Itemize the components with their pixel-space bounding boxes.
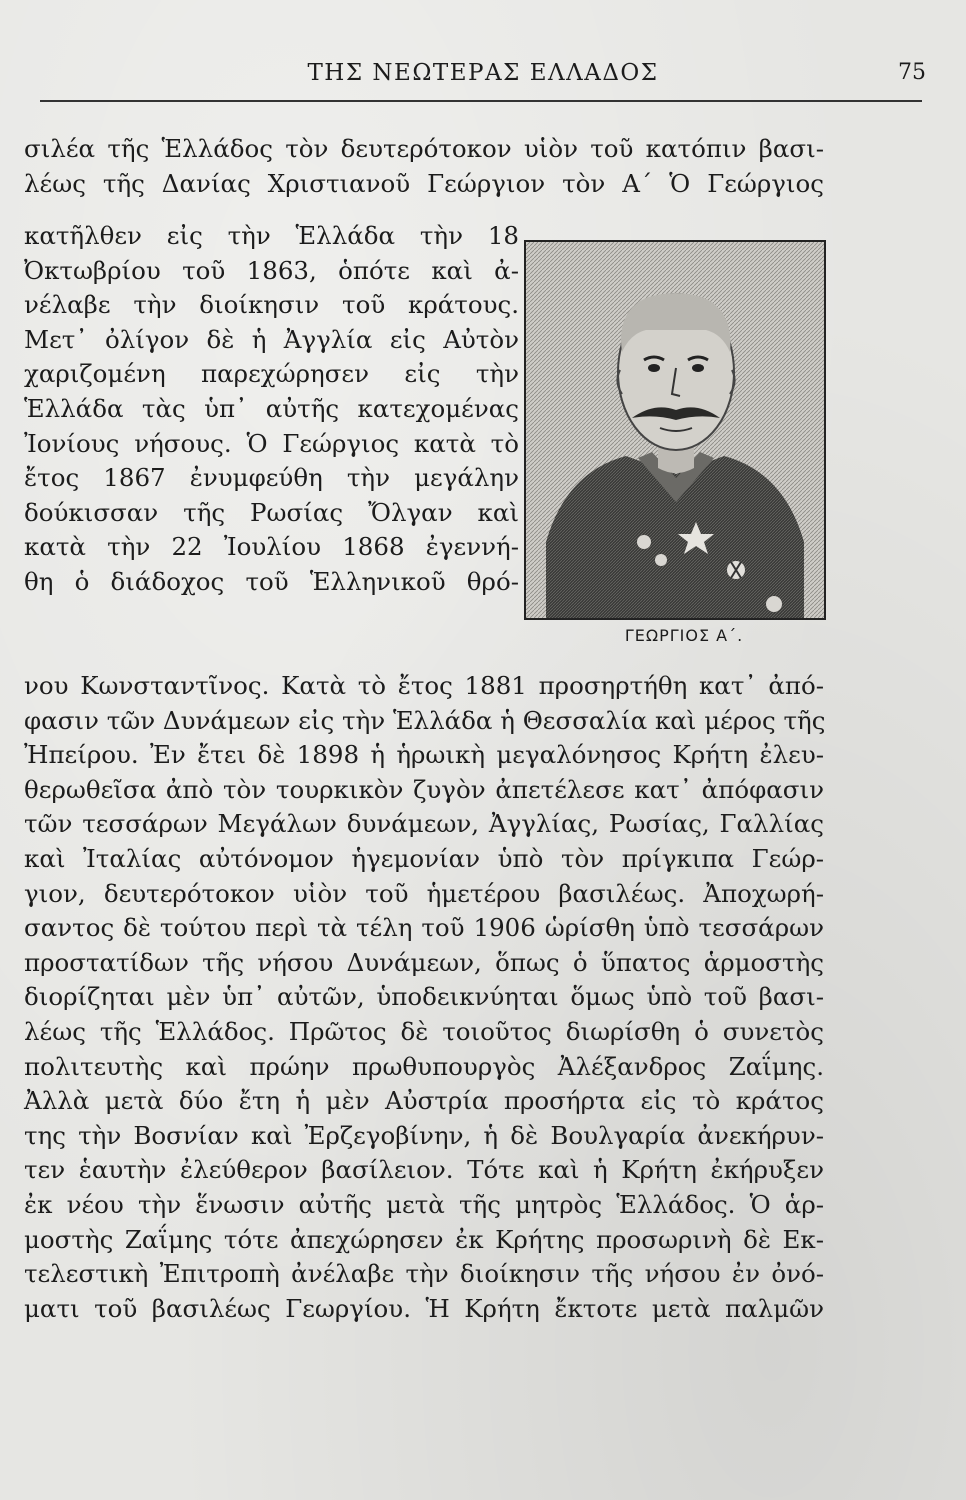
text-line: ἔτος 1867 ἐνυμφεύθη τὴν μεγάλην <box>24 463 519 493</box>
text-line: ματι τοῦ βασιλέως Γεωργίου. Ἡ Κρήτη ἔκτοτε μετὰ παλμῶν <box>24 1293 824 1323</box>
text-line: θερωθεῖσα ἀπὸ τὸν τουρκικὸν ζυγὸν ἀπετέλεσε κατ᾽ ἀπόφασιν <box>24 774 824 804</box>
text-line: λέως τῆς Ἑλλάδος. Πρῶτος δὲ τοιοῦτος διωρίσθη ὁ συνετὸς <box>24 1016 824 1046</box>
text-line: σιλέα τῆς Ἑλλάδος τὸν δευτερότοκον υἱὸν τοῦ κατόπιν βασι- <box>24 134 824 163</box>
text-line: μοστὴς Ζαΐμης τότε ἀπεχώρησεν ἐκ Κρήτης προσωρινὴ δὲ Εκ- <box>24 1224 824 1254</box>
text-line: Ἀλλὰ μετὰ δύο ἔτη ἡ μὲν Αὐστρία προσήρτα εἰς τὸ κράτος <box>24 1086 824 1116</box>
text-line: νου Κωνσταντῖνος. Κατὰ τὸ ἔτος 1881 προσηρτήθη κατ᾽ ἀπό- <box>24 671 824 700</box>
text-line: πολιτευτὴς καὶ πρώην πρωθυπουργὸς Ἀλέξανδρος Ζαΐμης. <box>24 1051 824 1081</box>
text-line: γιον, δευτερότοκον υἱὸν τοῦ ἡμετέρου βασιλέως. Ἀποχωρή- <box>24 878 824 908</box>
text-line: θη ὁ διάδοχος τοῦ Ἑλληνικοῦ θρό- <box>24 566 519 596</box>
running-header <box>40 60 926 100</box>
text-line: τελεστικὴ Ἐπιτροπὴ ἀνέλαβε τὴν διοίκησιν τῆς νήσου ἐν ὀνό- <box>24 1259 824 1289</box>
text-line: προστατίδων τῆς νήσου Δυνάμεων, ὅπως ὁ ὕπατος ἁρμοστὴς <box>24 947 824 977</box>
text-line: Ἰονίους νήσους. Ὁ Γεώργιος κατὰ τὸ <box>24 428 519 458</box>
text-line: κατὰ τὴν 22 Ἰουλίου 1868 ἐγεννή- <box>24 532 519 562</box>
text-block-bottom <box>24 669 824 1326</box>
text-line: καὶ Ἰταλίας αὐτόνομον ἡγεμονίαν ὑπὸ τὸν πρίγκιπα Γεώρ- <box>24 843 824 873</box>
text-block-beside-portrait <box>24 219 519 600</box>
portrait-caption: ΓΕΩΡΓΙΟΣ Α΄. <box>624 626 744 645</box>
text-line: κατῆλθεν εἰς τὴν Ἑλλάδα τὴν 18 <box>24 221 519 250</box>
text-line: τῶν τεσσάρων Μεγάλων δυνάμεων, Ἀγγλίας, Ρωσίας, Γαλλίας <box>24 809 824 839</box>
text-line: χαριζομένη παρεχώρησεν εἰς τὴν <box>24 359 519 389</box>
header-rule <box>40 100 922 102</box>
running-title: ΤΗΣ ΝΕΩΤΕΡΑΣ ΕΛΛΑΔΟΣ <box>307 60 659 86</box>
text-line: φασιν τῶν Δυνάμεων εἰς τὴν Ἑλλάδα ἡ Θεσσαλία καὶ μέρος τῆς <box>24 705 826 735</box>
text-line: ἐκ νέου τὴν ἕνωσιν αὐτῆς μετὰ τῆς μητρὸς Ἑλλάδος. Ὁ ἁρ- <box>24 1189 824 1219</box>
text-line: Ἑλλάδα τὰς ὑπ᾽ αὐτῆς κατεχομένας <box>24 393 519 423</box>
text-line: Μετ᾽ ὀλίγον δὲ ἡ Ἀγγλία εἰς Αὐτὸν <box>24 324 519 354</box>
text-line: λέως τῆς Δανίας Χριστιανοῦ Γεώργιον τὸν Α΄ Ὁ Γεώργιος <box>24 168 824 198</box>
text-line: δούκισσαν τῆς Ρωσίας Ὄλγαν καὶ <box>24 497 519 527</box>
text-line: νέλαβε τὴν διοίκησιν τοῦ κράτους. <box>24 290 519 320</box>
text-block-top <box>24 132 824 201</box>
text-line: της τὴν Βοσνίαν καὶ Ἐρζεγοβίνην, ἡ δὲ Βουλγαρία ἀνεκήρυν- <box>24 1120 824 1150</box>
text-line: τεν ἑαυτὴν ἐλεύθερον βασίλειον. Τότε καὶ ἡ Κρήτη ἐκήρυξεν <box>24 1155 824 1185</box>
text-line: σαντος δὲ τούτου περὶ τὰ τέλη τοῦ 1906 ὡρίσθη ὑπὸ τεσσάρων <box>24 913 824 943</box>
page-number: 75 <box>898 60 926 85</box>
text-line: Ὀκτωβρίου τοῦ 1863, ὁπότε καὶ ἀ- <box>24 255 519 285</box>
text-line: Ἠπείρου. Ἐν ἔτει δὲ 1898 ἡ ἡρωικὴ μεγαλόνησος Κρήτη ἐλευ- <box>24 740 824 770</box>
portrait-illustration <box>524 240 826 620</box>
text-line: διορίζηται μὲν ὑπ᾽ αὐτῶν, ὑποδεικνύηται ὅμως ὑπὸ τοῦ βασι- <box>24 982 824 1012</box>
